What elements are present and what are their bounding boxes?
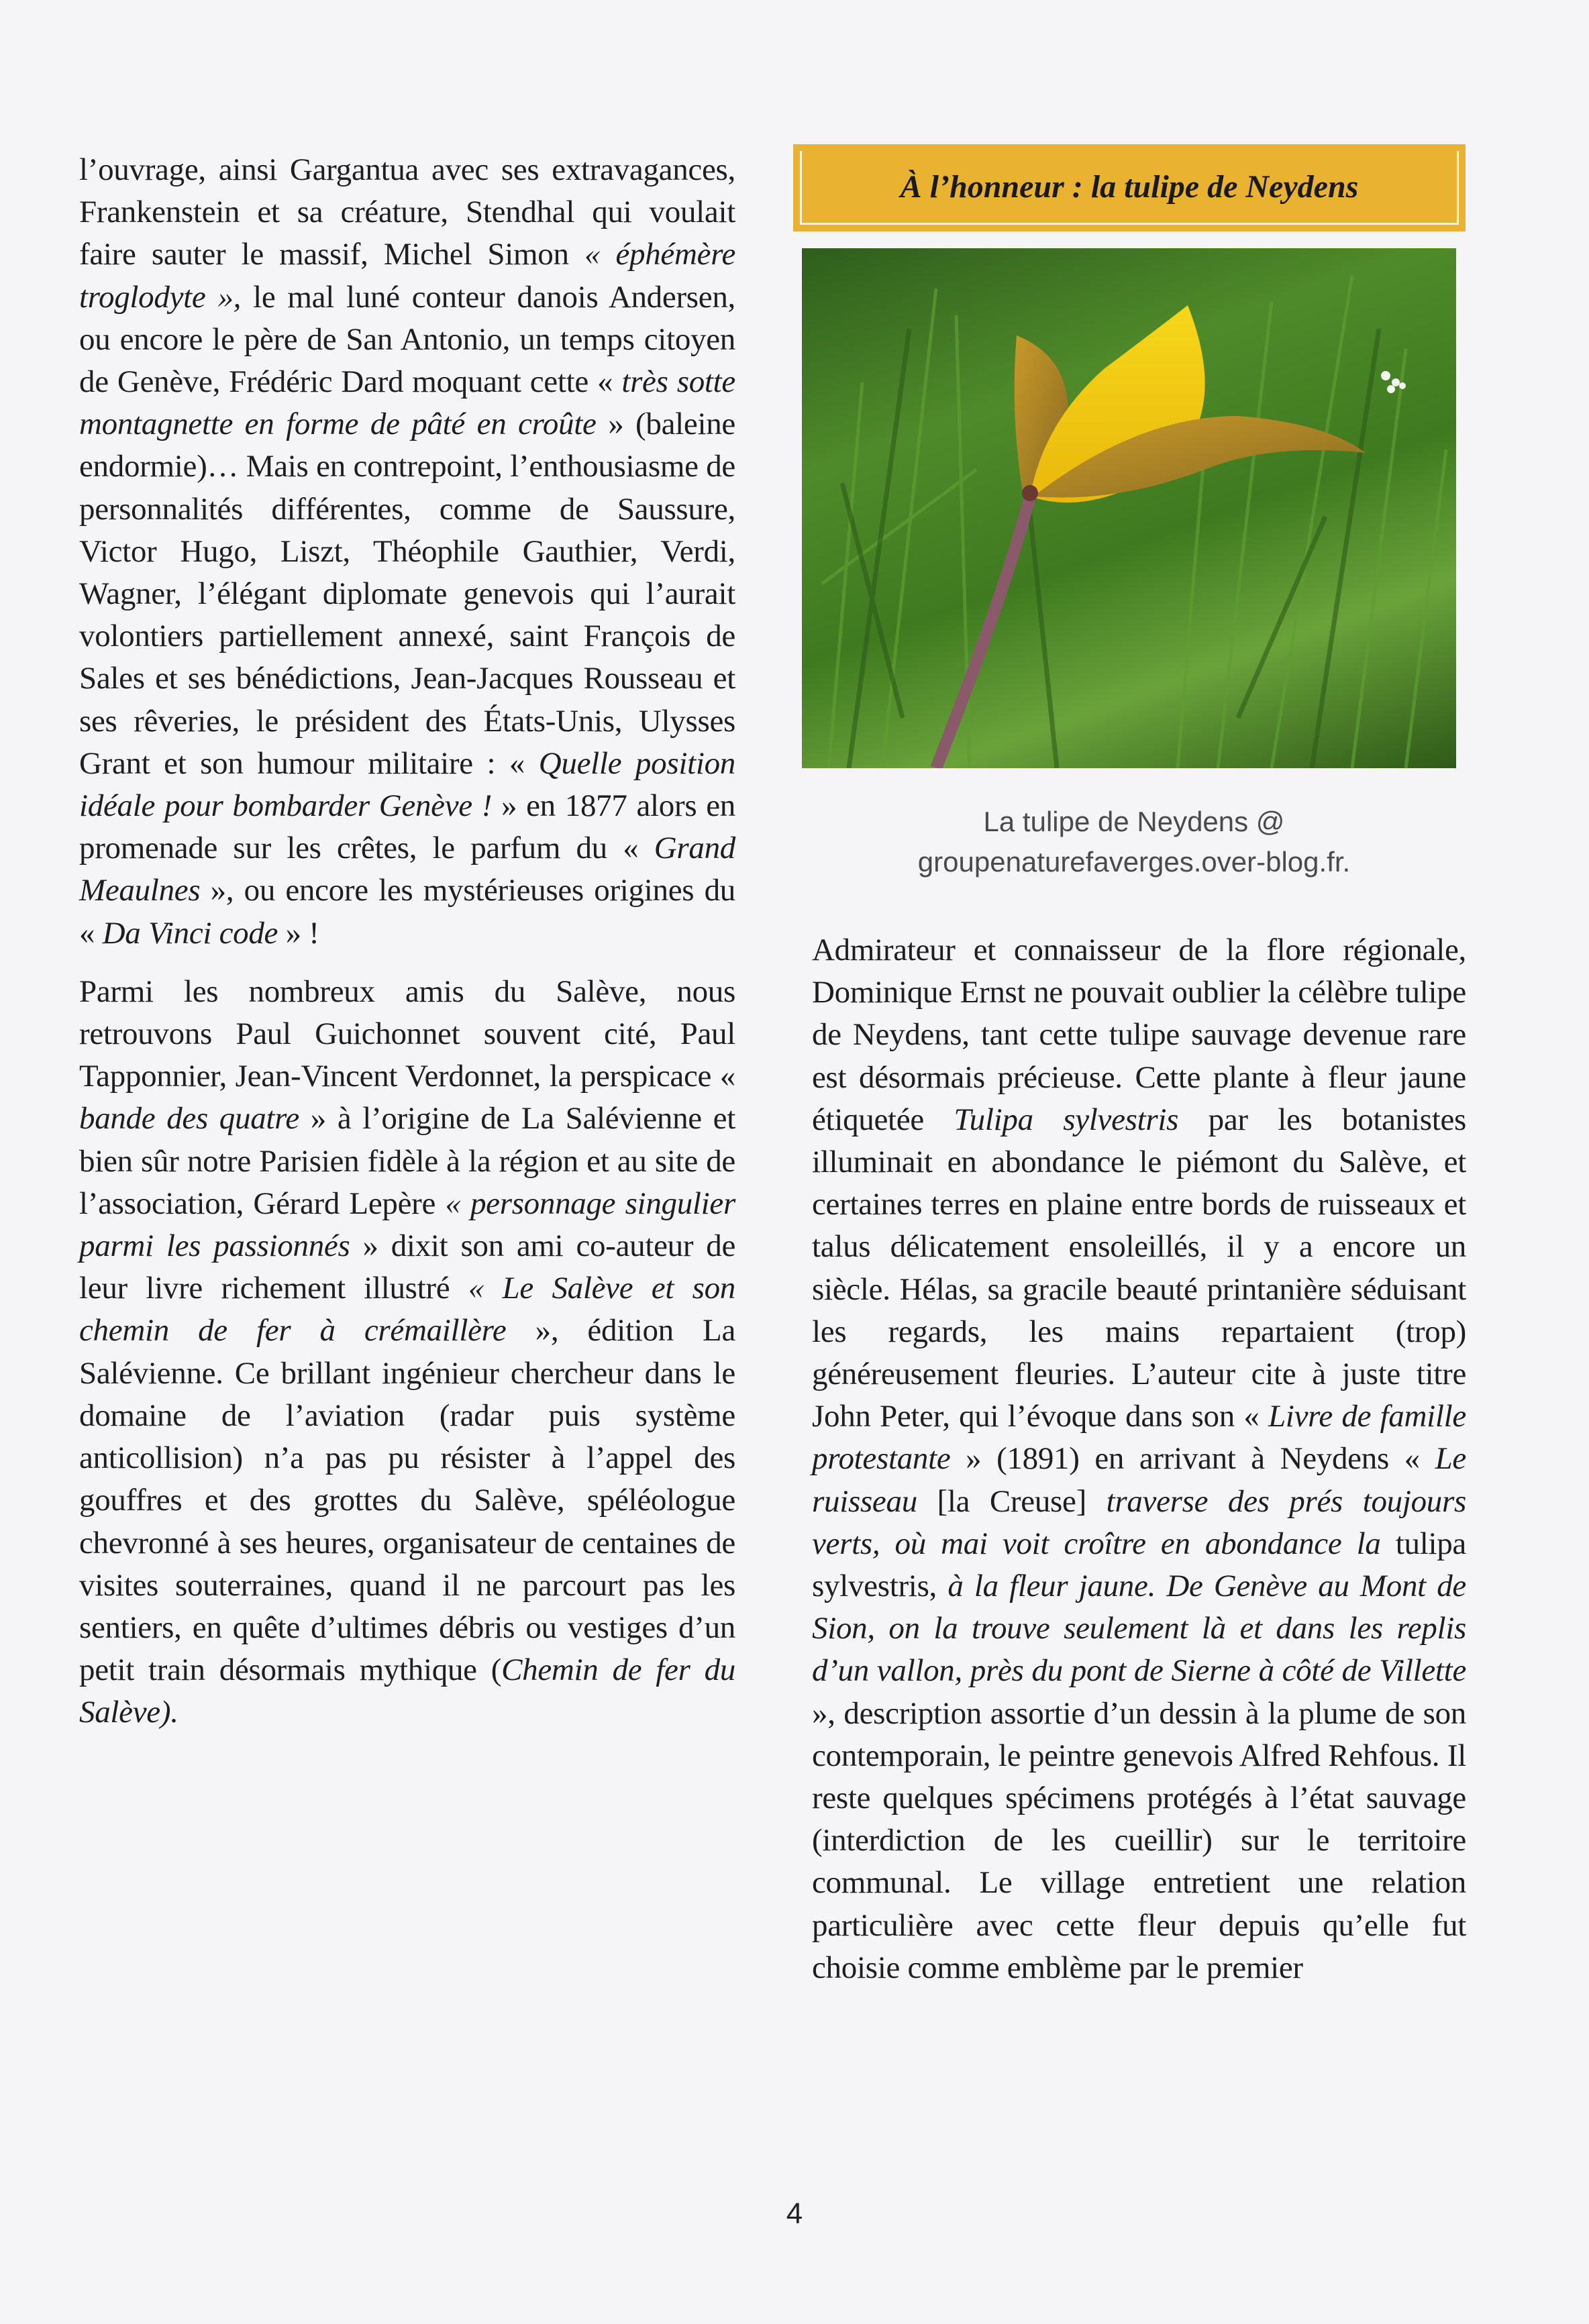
page-number: 4 [786, 2197, 803, 2230]
text-run: », description assortie d’un dessin à la plume de son contemporain, le peintre genevois Alfred Rehfous. Il reste quelques spécimens protégés à l’état sauvage (interdiction de les cueillir) sur le territoire communal. Le village entretient une relation particulière avec cette fleur depuis qu’elle fut choisie comme emblème par le premier [812, 1695, 1466, 1985]
text-run: Parmi les nombreux amis du Salève, nous retrouvons Paul Guichonnet souvent cité, Paul Tapponnier, Jean-Vincent Verdonnet, la perspicace « [79, 973, 735, 1094]
italic-run: Grand Meaulnes [79, 831, 735, 908]
text-run: le mal luné conteur danois Andersen, ou encore le père de San Antonio, un temps citoyen de Genève, Frédéric Dard moquant cette « [79, 279, 735, 400]
text-run: tulipa sylvestris, [812, 1526, 1466, 1604]
italic-run: bande des quatre [79, 1101, 299, 1137]
text-run: » à l’origine de La Salévienne et bien sûr notre Parisien fidèle à la région et au site de l’association, Gérard Lepère [79, 1101, 735, 1221]
text-run: » ! [278, 915, 319, 951]
sidebar-title-box [793, 144, 1466, 231]
sidebar-title: À l’honneur : la tulipe de Neydens [900, 169, 1359, 205]
italic-run: « personnage singulier parmi les passionnés [79, 1185, 735, 1264]
photo-caption [799, 802, 1470, 882]
italic-run: Livre de famille protestante [812, 1399, 1466, 1477]
text-run: » dixit son ami co-auteur de leur livre richement illustré [79, 1228, 736, 1306]
text-run: », édition La Salévienne. Ce brillant ingénieur chercheur dans le domaine de l’aviation (radar puis système anticollision) n’a pas pu résister à l’appel des gouffres et des grottes du Salève, spéléologue chevronné à ses heures, organisateur de centaines de visites souterraines, quand il ne parcourt pas les sentiers, en quête d’ultimes débris ou vestiges d’un petit train désormais mythique ( [79, 1313, 736, 1688]
paragraph [79, 149, 735, 955]
paragraph [79, 971, 735, 1734]
italic-run: « Le Salève et son chemin de fer à crémaillère [79, 1271, 735, 1349]
caption-line-1: La tulipe de Neydens @ [983, 806, 1285, 837]
italic-run: traverse des prés toujours verts, où mai voit croître en abondance la [812, 1483, 1466, 1561]
text-run: » en 1877 alors en promenade sur les crêtes, le parfum du « [79, 788, 735, 866]
paragraph [812, 929, 1466, 1989]
italic-run: Tulipa sylvestris [954, 1102, 1179, 1137]
italic-run: très sotte montagnette en forme de pâté en croûte [79, 364, 735, 442]
text-run: par les botanistes illuminait en abondance le piémont du Salève, et certaines terres en plaine entre bords de ruisseaux et talus délicatement ensoleillés, il y a encore un siècle. Hélas, sa gracile beauté printanière séduisant les regards, les mains repartaient (trop) généreusement fleuries. L’auteur cite à juste titre John Peter, qui l’évoque dans son « [812, 1102, 1467, 1434]
italic-run: à la fleur jaune. De Genève au Mont de Sion, on la trouve seulement là et dans les replis d’un vallon, près du pont de Sierne à côté de Villette [812, 1569, 1466, 1689]
italic-run: Da Vinci code [102, 915, 278, 951]
italic-run: Chemin de fer du Salève). [79, 1652, 735, 1730]
right-column-text [812, 929, 1466, 1989]
caption-line-2: groupenaturefaverges.over-blog.fr. [917, 846, 1351, 878]
text-run: » (baleine endormie)… Mais en contrepoint, l’enthousiasme de personnalités différentes, comme de Saussure, Victor Hugo, Liszt, Théophile Gauthier, Verdi, Wagner, l’élégant diplomate genevois qui l’aurait volontiers partiellement annexé, saint François de Sales et ses bénédictions, Jean-Jacques Rousseau et ses rêveries, le président des États-Unis, Ulysses Grant et son humour militaire : « [79, 407, 735, 781]
text-run: » (1891) en arrivant à Neydens « [950, 1441, 1435, 1477]
text-run: l’ouvrage, ainsi Gargantua avec ses extravagances, Frankenstein et sa créature, Stendhal qui voulait faire sauter le massif, Michel Simon [79, 152, 735, 272]
tulip-illustration-icon [802, 248, 1456, 768]
italic-run: « éphémère troglodyte », [79, 237, 736, 315]
left-column-text [79, 149, 735, 1734]
italic-run: Quelle position idéale pour bombarder Genève ! [79, 745, 735, 824]
title-frame [800, 151, 1459, 225]
text-run: [la Creuse] [917, 1483, 1107, 1519]
tulip-photo [802, 248, 1456, 768]
text-run: Admirateur et connaisseur de la flore régionale, Dominique Ernst ne pouvait oublier la célèbre tulipe de Neydens, tant cette tulipe sauvage devenue rare est désormais précieuse. Cette plante à fleur jaune étiquetée [812, 933, 1466, 1137]
text-run: », ou encore les mystérieuses origines du « [79, 873, 735, 951]
italic-run: Le ruisseau [812, 1441, 1466, 1519]
